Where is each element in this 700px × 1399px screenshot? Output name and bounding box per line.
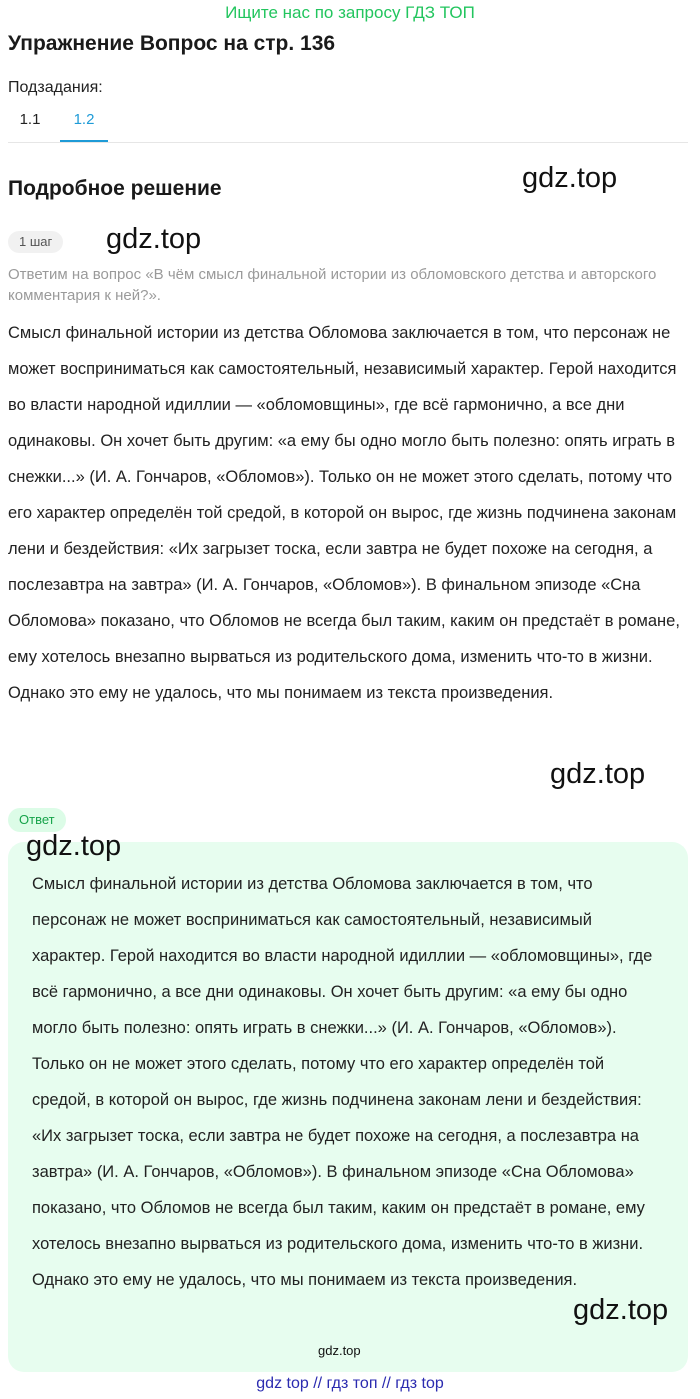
- watermark: gdz.top: [26, 830, 122, 862]
- footer-links[interactable]: gdz top // гдз топ // гдз top: [256, 1375, 444, 1392]
- subtasks-label: Подзадания:: [8, 79, 103, 96]
- watermark: gdz.top: [573, 1294, 669, 1326]
- subtask-tabs: [8, 110, 688, 143]
- promo-banner: Ищите нас по запросу ГДЗ ТОП: [225, 3, 475, 22]
- answer-badge: Ответ: [8, 808, 66, 832]
- watermark: gdz.top: [550, 758, 646, 790]
- tab-1-2[interactable]: 1.2: [60, 110, 108, 142]
- step-badge: 1 шаг: [8, 231, 63, 253]
- question-hint: Ответим на вопрос «В чём смысл финальной истории из обломовского детства и авторского комментария к ней?».: [8, 266, 657, 304]
- page-title: Упражнение Вопрос на стр. 136: [8, 32, 336, 55]
- watermark: gdz.top: [522, 162, 618, 194]
- solution-text: Смысл финальной истории из детства Обломова заключается в том, что персонаж не может восприниматься как самостоятельный, независимый характер. Герой находится во власти народной идиллии — «обломовщины», где всё гармонично, а все дни одинаковы. Он хочет быть другим: «а ему бы одно могло быть полезно: опять играть в снежки...» (И. А. Гончаров, «Обломов»). Только он не может этого сделать, потому что его характер определён той средой, в которой он вырос, где жизнь подчинена законам лени и бездействия: «Их загрызет тоска, если завтра не будет похоже на сегодня, а послезавтра на завтра» (И. А. Гончаров, «Обломов»). В финальном эпизоде «Сна Обломова» показано, что Обломов не всегда был таким, каким он предстаёт в романе, ему хотелось внезапно вырваться из родительского дома, изменить что-то в жизни. Однако это ему не удалось, что мы понимаем из текста произведения.: [8, 324, 680, 702]
- answer-text: Смысл финальной истории из детства Обломова заключается в том, что персонаж не может восприниматься как самостоятельный, независимый характер. Герой находится во власти народной идиллии — «обломовщины», где всё гармонично, а все дни одинаковы. Он хочет быть другим: «а ему бы одно могло быть полезно: опять играть в снежки...» (И. А. Гончаров, «Обломов»). Только он не может этого сделать, потому что его характер определён той средой, в которой он вырос, где жизнь подчинена законам лени и бездействия: «Их загрызет тоска, если завтра не будет похоже на сегодня, а послезавтра на завтра» (И. А. Гончаров, «Обломов»). В финальном эпизоде «Сна Обломова» показано, что Обломов не всегда был таким, каким он предстаёт в романе, ему хотелось внезапно вырваться из родительского дома, изменить что-то в жизни. Однако это ему не удалось, что мы понимаем из текста произведения.: [32, 875, 653, 1289]
- watermark: gdz.top: [106, 223, 202, 255]
- section-title: Подробное решение: [8, 177, 222, 200]
- watermark-small: gdz.top: [318, 1343, 361, 1358]
- tab-1-1[interactable]: 1.1: [19, 111, 41, 128]
